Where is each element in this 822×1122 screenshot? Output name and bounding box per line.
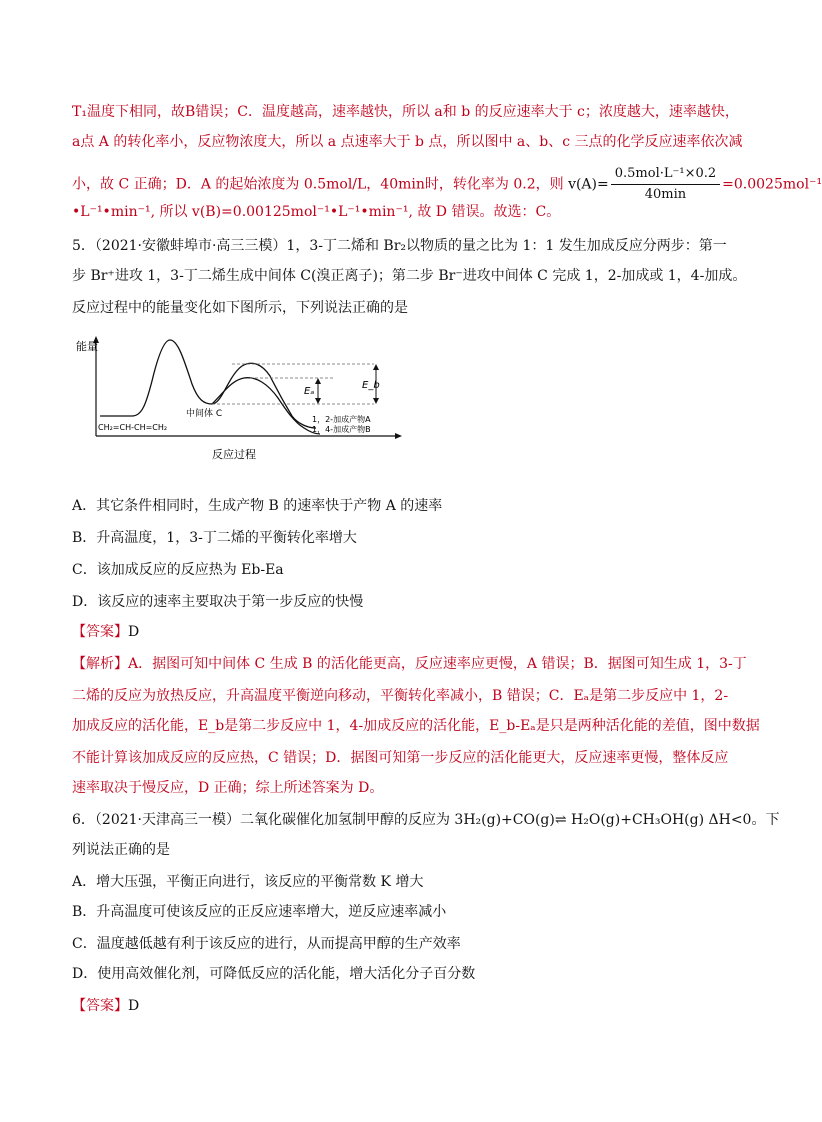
- y-axis-label: 能量: [76, 340, 98, 353]
- rate-expression: v(A)=: [568, 176, 609, 193]
- fraction-numerator: 0.5mol·L⁻¹×0.2: [611, 164, 720, 185]
- q5-option-b: B．升高温度，1，3-丁二烯的平衡转化率增大: [72, 530, 357, 546]
- q5-analysis-line-1: [72, 654, 747, 674]
- fraction-denominator: 40min: [644, 187, 687, 202]
- q5-option-d: D．该反应的速率主要取决于第一步反应的快慢: [72, 594, 364, 610]
- rate-result: =0.0025mol⁻¹: [722, 176, 822, 193]
- solution-line-2: a点 A 的转化率小，反应物浓度大，所以 a 点速率大于 b 点，所以图中 a、b、c 三点的化学反应速率依次减: [72, 134, 743, 150]
- product-b-label: 1，4-加成产物B: [312, 425, 371, 434]
- x-axis-label: 反应过程: [212, 448, 256, 461]
- answer-tag: 【答案】: [72, 998, 128, 1014]
- solution-line-4: •L⁻¹•min⁻¹, 所以 v(B)=0.00125mol⁻¹•L⁻¹•min⁻¹, 故 D 错误。故选：C。: [72, 204, 561, 220]
- q5-analysis-line-5: 速率取决于慢反应，D 正确；综上所述答案为 D。: [72, 780, 384, 796]
- ea-arrow-up: [315, 378, 321, 384]
- eb-label: E_b: [362, 380, 380, 391]
- solution-line-3-text: 小，故 C 正确；D．A 的起始浓度为 0.5mol/L，40min时，转化率为 0.2，则: [72, 176, 569, 193]
- analysis-text-1: A．据图可知中间体 C 生成 B 的活化能更高，反应速率应更慢，A 错误；B．据图可知生成 1，3-丁: [128, 656, 747, 672]
- eb-arrow-up: [373, 364, 379, 370]
- q5-stem-line-2: 步 Br⁺进攻 1，3-丁二烯生成中间体 C(溴正离子)；第二步 Br⁻进攻中间体 C 完成 1，2-加成或 1，4-加成。: [72, 268, 747, 284]
- q6-option-a: A．增大压强，平衡正向进行，该反应的平衡常数 K 增大: [72, 874, 424, 890]
- solution-line-3: [72, 164, 822, 205]
- q6-stem-line-2: 列说法正确的是: [72, 842, 170, 858]
- q5-analysis-line-2: 二烯的反应为放热反应，升高温度平衡逆向移动，平衡转化率减小，B 错误；C．Eₐ是第二步反应中 1，2-: [72, 688, 729, 704]
- ea-label: Eₐ: [304, 386, 315, 397]
- q5-option-a: A．其它条件相同时，生成产物 B 的速率快于产物 A 的速率: [72, 498, 443, 514]
- intermediate-label: 中间体 C: [186, 409, 223, 419]
- q6-option-b: B．升高温度可使该反应的正反应速率增大，逆反应速率减小: [72, 904, 447, 920]
- q6-option-d: D．使用高效催化剂，可降低反应的活化能，增大活化分子百分数: [72, 966, 476, 982]
- q6-answer: [72, 996, 139, 1016]
- q6-stem-line-1: 6．（2021·天津高三一模）二氧化碳催化加氢制甲醇的反应为 3H₂(g)+CO(g)⇌ H₂O(g)+CH₃OH(g) ΔH<0。下: [72, 812, 780, 828]
- x-axis-arrow: [395, 433, 402, 439]
- q5-analysis-line-3: 加成反应的活化能，E_b是第二步反应中 1，4-加成反应的活化能，E_b-Eₐ是只是两种活化能的差值，图中数据: [72, 718, 760, 734]
- answer-tag: 【答案】: [72, 624, 128, 640]
- eb-arrow-down: [373, 398, 379, 404]
- answer-value: D: [128, 624, 140, 640]
- q5-stem-line-3: 反应过程中的能量变化如下图所示，下列说法正确的是: [72, 300, 408, 316]
- answer-value: D: [128, 998, 140, 1014]
- rate-fraction: [611, 164, 720, 205]
- q6-option-c: C．温度越低越有利于该反应的进行，从而提高甲醇的生产效率: [72, 936, 461, 952]
- reactant-label: CH₂=CH-CH=CH₂: [98, 423, 168, 432]
- ea-arrow-down: [315, 398, 321, 404]
- q5-analysis-line-4: 不能计算该加成反应的反应热，C 错误；D．据图可知第一步反应的活化能更大，反应速率更慢，整体反应: [72, 750, 729, 766]
- q5-stem-line-1: 5．（2021·安徽蚌埠市·高三三模）1，3-丁二烯和 Br₂以物质的量之比为 1：1 发生加成反应分两步：第一: [72, 238, 727, 254]
- q5-answer: [72, 622, 139, 642]
- product-a-label: 1，2-加成产物A: [312, 415, 371, 424]
- analysis-tag: 【解析】: [72, 656, 128, 672]
- energy-diagram: [72, 336, 412, 464]
- q5-option-c: C．该加成反应的反应热为 Eb-Ea: [72, 562, 284, 578]
- solution-line-1: T₁温度下相同，故B错误；C．温度越高，速率越快，所以 a和 b 的反应速率大于 c；浓度越大，速率越快，: [72, 104, 739, 120]
